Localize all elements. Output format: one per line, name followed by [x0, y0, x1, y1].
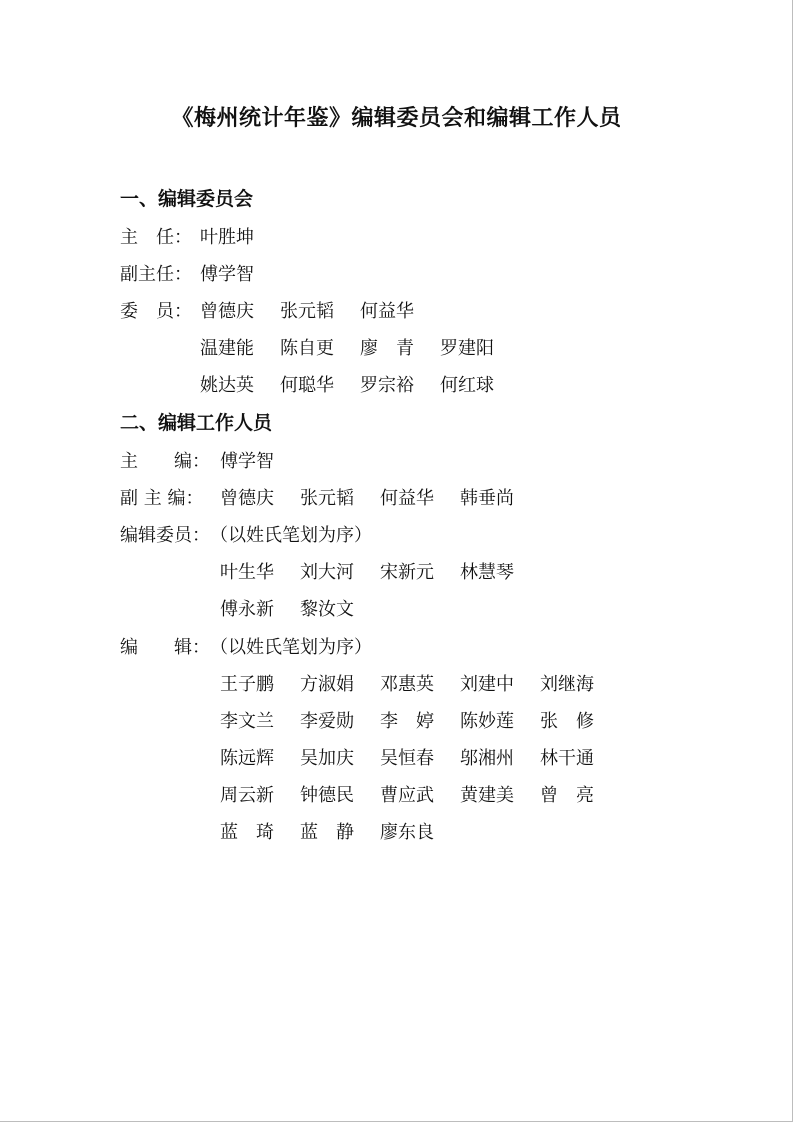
editors-row-2	[220, 709, 620, 735]
deputy-label: 副主任：	[120, 264, 192, 285]
editor-name: 蓝 静	[300, 822, 354, 843]
vice-editor-name: 曾德庆	[220, 488, 274, 509]
members-row-2	[200, 336, 520, 362]
editors-row-1	[220, 672, 620, 698]
vice-editor-name: 何益华	[380, 488, 434, 509]
editor-name: 刘继海	[540, 674, 594, 695]
members-label: 委 员：	[120, 301, 192, 322]
editors-label: 编 辑：	[120, 637, 210, 658]
deputy-name: 傅学智	[200, 264, 254, 285]
editor-name: 李文兰	[220, 711, 274, 732]
vice-editor-name: 张元韬	[300, 488, 354, 509]
section-heading-committee: 一、编辑委员会	[120, 188, 254, 210]
committee-name: 宋新元	[380, 562, 434, 583]
editor-name: 黄建美	[460, 785, 514, 806]
editors-note: （以姓氏笔划为序）	[210, 637, 372, 658]
editor-name: 陈远辉	[220, 748, 274, 769]
editor-name: 周云新	[220, 785, 274, 806]
director-label: 主 任：	[120, 227, 192, 248]
member-name: 何红球	[440, 375, 494, 396]
editors-row-4	[220, 783, 620, 809]
vice-editor-label: 副 主 编：	[120, 488, 204, 509]
member-name: 何聪华	[280, 375, 334, 396]
committee-name: 林慧琴	[460, 562, 514, 583]
editor-name: 曾 亮	[540, 785, 594, 806]
editor-name: 王子鹏	[220, 674, 274, 695]
editors-row-3	[220, 746, 620, 772]
committee-note: （以姓氏笔划为序）	[210, 525, 372, 546]
editor-name: 邓惠英	[380, 674, 434, 695]
member-name: 罗建阳	[440, 338, 494, 359]
editor-name: 林干通	[540, 748, 594, 769]
editor-name: 陈妙莲	[460, 711, 514, 732]
committee-row-1	[220, 560, 540, 586]
editor-name: 钟德民	[300, 785, 354, 806]
committee-name: 黎汝文	[300, 599, 354, 620]
member-name: 廖 青	[360, 338, 414, 359]
section-heading-staff: 二、编辑工作人员	[120, 412, 273, 434]
committee-name: 傅永新	[220, 599, 274, 620]
director-name: 叶胜坤	[200, 227, 254, 248]
member-name: 何益华	[360, 301, 414, 322]
editor-name: 李爱勋	[300, 711, 354, 732]
vice-editor-row	[220, 486, 540, 512]
vice-editor-name: 韩垂尚	[460, 488, 514, 509]
editor-name: 张 修	[540, 711, 594, 732]
committee-label: 编辑委员：	[120, 525, 210, 546]
committee-name: 刘大河	[300, 562, 354, 583]
editor-name: 廖东良	[380, 822, 434, 843]
editor-name: 吴加庆	[300, 748, 354, 769]
chief-editor-name: 傅学智	[220, 451, 274, 472]
editor-name: 曹应武	[380, 785, 434, 806]
members-row-3	[200, 373, 520, 399]
editor-name: 蓝 琦	[220, 822, 274, 843]
member-name: 温建能	[200, 338, 254, 359]
member-name: 罗宗裕	[360, 375, 414, 396]
members-row-1	[200, 299, 440, 325]
editor-name: 刘建中	[460, 674, 514, 695]
member-name: 姚达英	[200, 375, 254, 396]
editor-name: 邬湘州	[460, 748, 514, 769]
committee-row-2	[220, 597, 380, 623]
editor-name: 吴恒春	[380, 748, 434, 769]
member-name: 陈自更	[280, 338, 334, 359]
editor-name: 方淑娟	[300, 674, 354, 695]
chief-editor-label: 主 编：	[120, 451, 210, 472]
committee-name: 叶生华	[220, 562, 274, 583]
editors-row-5	[220, 820, 460, 846]
page-title: 《梅州统计年鉴》编辑委员会和编辑工作人员	[171, 106, 622, 131]
editor-name: 李 婷	[380, 711, 434, 732]
member-name: 曾德庆	[200, 301, 254, 322]
member-name: 张元韬	[280, 301, 334, 322]
